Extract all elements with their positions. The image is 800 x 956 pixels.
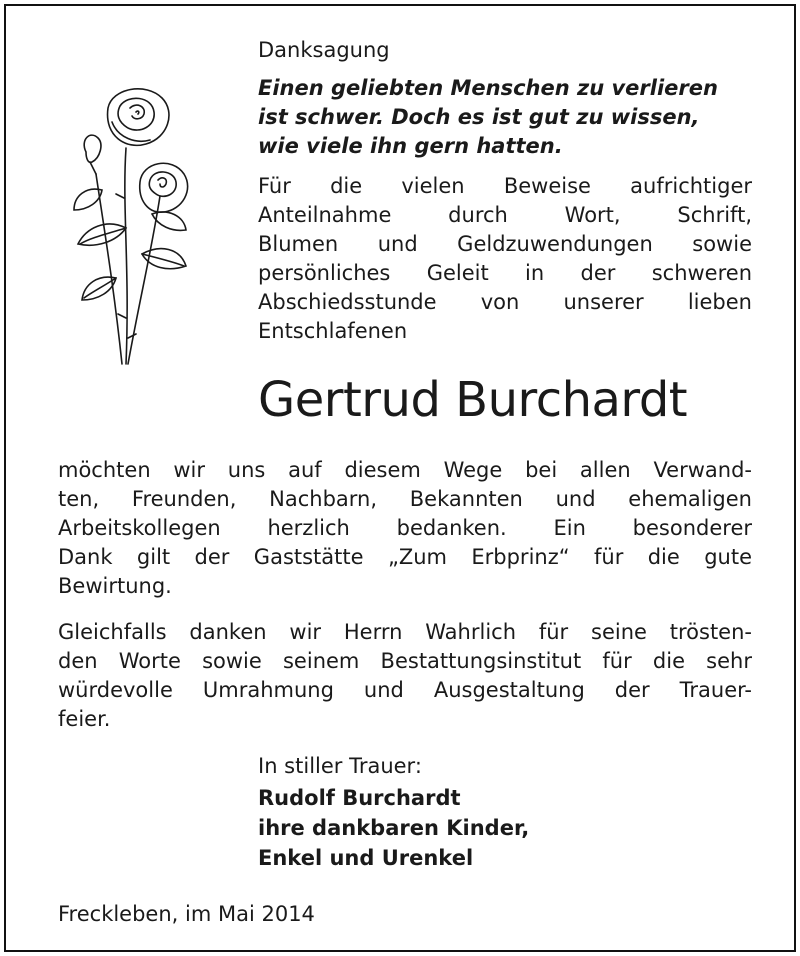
notice-frame (4, 4, 796, 952)
signatory: ihre dankbaren Kinder, (258, 816, 530, 840)
rose-bloom (108, 89, 169, 146)
paragraph-line: Bewirtung. (58, 574, 172, 598)
paragraph-line: den Worte sowie seinem Bestattungsinstitut für die sehr (58, 649, 752, 673)
paragraph-line: Gleichfalls danken wir Herrn Wahrlich für seine trösten- (58, 620, 752, 644)
intro-line: Abschiedsstunde von unserer lieben (258, 290, 752, 314)
rose-illustration (56, 78, 196, 368)
paragraph-line: ten, Freunden, Nachbarn, Bekannten und ehemaligen (58, 487, 752, 511)
paragraph-line: würdevolle Umrahmung und Ausgestaltung der Trauer- (58, 678, 752, 702)
paragraph-line: feier. (58, 707, 111, 731)
signatory: Rudolf Burchardt (258, 786, 461, 810)
heading-danksagung: Danksagung (258, 38, 390, 62)
rose-stem (125, 148, 127, 364)
signatory: Enkel und Urenkel (258, 846, 474, 870)
motto-line: wie viele ihn gern hatten. (258, 134, 563, 158)
motto-line: Einen geliebten Menschen zu verlieren (258, 76, 718, 100)
paragraph-line: Dank gilt der Gaststätte „Zum Erbprinz“ für die gute (58, 545, 752, 569)
paragraph-line: Arbeitskollegen herzlich bedanken. Ein besonderer (58, 516, 752, 540)
motto-line: ist schwer. Doch es ist gut zu wissen, (258, 105, 700, 129)
signoff: In stiller Trauer: (258, 754, 422, 778)
place-date: Freckleben, im Mai 2014 (58, 902, 315, 926)
paragraph-line: möchten wir uns auf diesem Wege bei allen Verwand- (58, 458, 752, 482)
intro-line: Für die vielen Beweise aufrichtiger (258, 174, 752, 198)
intro-line: Entschlafenen (258, 319, 408, 343)
intro-line: persönliches Geleit in der schweren (258, 261, 752, 285)
deceased-name: Gertrud Burchardt (258, 372, 688, 428)
intro-line: Blumen und Geldzuwendungen sowie (258, 232, 752, 256)
intro-line: Anteilnahme durch Wort, Schrift, (258, 203, 752, 227)
